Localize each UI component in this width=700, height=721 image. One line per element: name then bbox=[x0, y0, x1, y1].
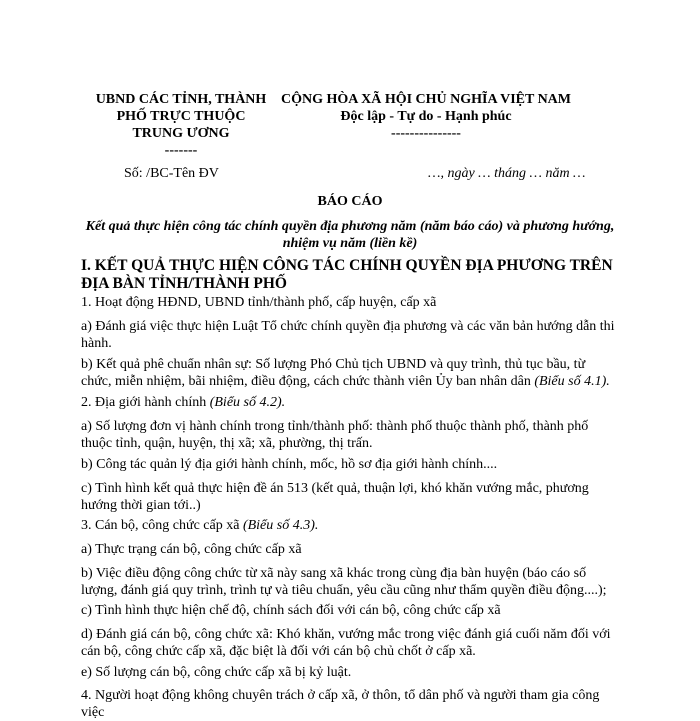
agency-line-3: TRUNG ƯƠNG bbox=[132, 126, 230, 141]
paragraph-2c: c) Tình hình kết quả thực hiện đề án 513 (kết quả, thuận lợi, khó khăn vướng mắc, phương hướng thời gian tới..) bbox=[81, 481, 589, 513]
agency-line-1: UBND CÁC TỈNH, THÀNH bbox=[95, 92, 267, 107]
paragraph-2a: a) Số lượng đơn vị hành chính trong tỉnh/thành phố: thành phố thuộc thành phố, thành phố thuộc tỉnh, quận, huyện, thị xã; xã, phường, thị trấn. bbox=[81, 419, 589, 451]
document-title: BÁO CÁO bbox=[317, 194, 383, 209]
paragraph-3-ref: (Biểu số 4.3). bbox=[242, 518, 319, 533]
paragraph-4: 4. Người hoạt động không chuyên trách ở cấp xã, ở thôn, tổ dân phố và người tham gia công việc bbox=[81, 688, 600, 720]
paragraph-1b-ref: (Biểu số 4.1). bbox=[534, 374, 610, 389]
paragraph-1: 1. Hoạt động HĐND, UBND tỉnh/thành phố, cấp huyện, cấp xã bbox=[81, 295, 437, 310]
document-number: Số: /BC-Tên ĐV bbox=[124, 166, 219, 181]
section-heading-1: I. KẾT QUẢ THỰC HIỆN CÔNG TÁC CHÍNH QUYỀN ĐỊA PHƯƠNG TRÊN ĐỊA BÀN TỈNH/THÀNH PHỐ bbox=[81, 257, 613, 292]
motto-divider: --------------- bbox=[391, 126, 461, 141]
agency-divider: ------- bbox=[164, 143, 198, 158]
national-motto-block bbox=[266, 91, 586, 142]
agency-line-2: PHỐ TRỰC THUỘC bbox=[116, 109, 246, 124]
paragraph-3 bbox=[81, 517, 619, 534]
motto: Độc lập - Tự do - Hạnh phúc bbox=[340, 109, 512, 124]
paragraph-2b: b) Công tác quản lý địa giới hành chính, mốc, hồ sơ địa giới hành chính.... bbox=[81, 457, 498, 472]
country-name: CỘNG HÒA XÃ HỘI CHỦ NGHĨA VIỆT NAM bbox=[280, 92, 571, 107]
document-date: …, ngày … tháng … năm … bbox=[428, 166, 586, 181]
paragraph-3d: d) Đánh giá cán bộ, công chức xã: Khó khăn, vướng mắc trong việc đánh giá cuối năm đối với cán bộ, công chức cấp xã, đặc biệt là đối với cán bộ chủ chốt ở cấp xã. bbox=[81, 627, 611, 659]
paragraph-3-text: 3. Cán bộ, công chức cấp xã bbox=[81, 518, 243, 533]
paragraph-3b: b) Việc điều động công chức từ xã này sang xã khác trong cùng địa bàn huyện (báo cáo số lượng, đánh giá quy trình, trình tự và tiêu chuẩn, yêu cầu cũng như thẩm quyền điều động....); bbox=[81, 566, 607, 598]
paragraph-2 bbox=[81, 394, 619, 411]
paragraph-3c: c) Tình hình thực hiện chế độ, chính sách đối với cán bộ, công chức cấp xã bbox=[81, 603, 501, 618]
paragraph-1b-text: b) Kết quả phê chuẩn nhân sự: Số lượng Phó Chủ tịch UBND và quy trình, thủ tục bầu, từ chức, miễn nhiệm, bãi nhiệm, điều động, cách chức thành viên Ủy ban nhân dân bbox=[81, 357, 586, 389]
document-subtitle: Kết quả thực hiện công tác chính quyền địa phương năm (năm báo cáo) và phương hướng, nhiệm vụ năm (liền kề) bbox=[85, 219, 615, 251]
paragraph-2-ref: (Biểu số 4.2). bbox=[209, 395, 286, 410]
paragraph-3a: a) Thực trạng cán bộ, công chức cấp xã bbox=[81, 542, 302, 557]
paragraph-3e: e) Số lượng cán bộ, công chức cấp xã bị kỷ luật. bbox=[81, 665, 352, 680]
issuing-agency-block bbox=[66, 91, 296, 159]
paragraph-1a: a) Đánh giá việc thực hiện Luật Tổ chức chính quyền địa phương và các văn bản hướng dẫn thi hành. bbox=[81, 319, 615, 351]
paragraph-1b bbox=[81, 356, 619, 390]
paragraph-2-text: 2. Địa giới hành chính bbox=[81, 395, 210, 410]
